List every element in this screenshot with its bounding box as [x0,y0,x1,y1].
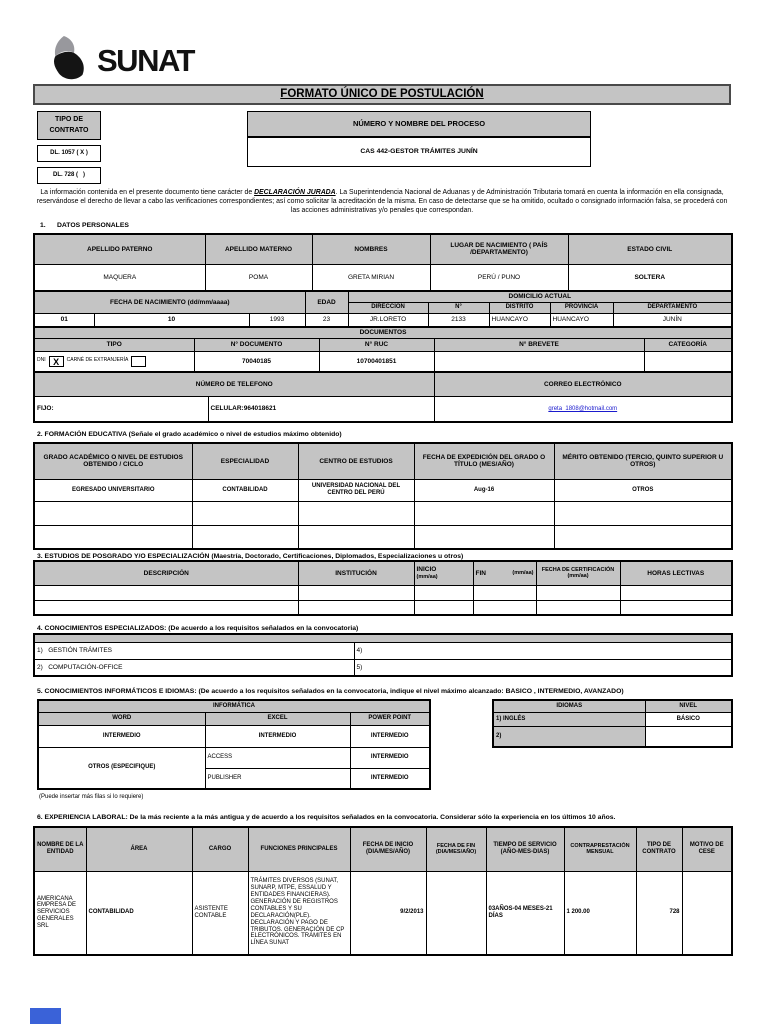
education-empty-cell [554,525,732,549]
header-documentos: DOCUMENTOS [34,327,732,338]
value-apellido-paterno: MAQUERA [34,264,205,291]
header-entidad: NOMBRE DE LA ENTIDAD [34,827,86,871]
value-provincia: HUANCAYO [550,313,613,327]
process-value: CAS 442-GESTOR TRÁMITES JUNÍN [247,137,591,167]
header-motivo-cese: MOTIVO DE CESE [682,827,732,871]
work-experience-table [33,826,733,956]
header-direccion: DIRECCIÓN [348,302,428,313]
value-num-documento: 70040185 [194,351,319,372]
education-empty-cell [298,525,414,549]
header-institucion: INSTITUCIÓN [298,561,414,585]
section1-label: 1. DATOS PERSONALES [40,222,129,229]
value-nivel-2 [645,726,732,747]
process-box [247,111,591,167]
header-horas-lectivas: HORAS LECTIVAS [620,561,732,585]
value-direccion: JR.LORETO [348,313,428,327]
value-access-level: INTERMEDIO [350,747,430,768]
value-estado-civil: SOLTERA [568,264,732,291]
education-empty-cell [192,501,298,525]
postgrad-empty-cell [536,585,620,600]
header-provincia: PROVINCIA [550,302,613,313]
value-publisher-label: PUBLISHER [205,768,350,789]
documents-table [33,326,733,373]
header-inicio-unit: (mm/aa) [416,574,438,581]
header-inicio [414,561,473,585]
value-excel-level: INTERMEDIO [205,725,350,747]
value-access-label: ACCESS [205,747,350,768]
header-centro-estudios: CENTRO DE ESTUDIOS [298,443,414,479]
value-fecha-inicio: 9/2/2013 [350,871,426,955]
header-especialidad: ESPECIALIDAD [192,443,298,479]
postgrad-empty-cell [298,585,414,600]
value-num-ruc: 10700401851 [319,351,434,372]
insert-rows-note: (Puede insertar más filas si lo requiere) [39,794,144,800]
value-powerpoint-level: INTERMEDIO [350,725,430,747]
carne-checkbox[interactable] [131,356,146,367]
section3-label: 3. ESTUDIOS DE POSGRADO Y/O ESPECIALIZACIÓN (Maestría, Doctorado, Certificaciones, Diplomados, Especializaciones u otros) [37,553,464,560]
value-nacimiento-anio: 1993 [249,313,305,327]
value-motivo-cese [682,871,732,955]
next-page-edge [30,1008,61,1024]
informatics-title: INFORMÁTICA [38,700,430,712]
header-apellido-paterno: APELLIDO PATERNO [34,234,205,264]
header-categoria: CATEGORÍA [644,338,732,351]
header-cargo: CARGO [192,827,248,871]
header-excel: EXCEL [205,712,350,725]
email-link[interactable]: greta_1808@hotmail.com [548,405,618,412]
header-word: WORD [38,712,205,725]
value-apellido-materno: POMA [205,264,312,291]
header-merito: MÉRITO OBTENIDO (TERCIO, QUINTO SUPERIOR U OTROS) [554,443,732,479]
contract-type-box [37,111,101,184]
value-especialidad: CONTABILIDAD [192,479,298,501]
header-departamento: DEPARTAMENTO [613,302,732,313]
postgrad-empty-cell [473,600,536,615]
header-num-ruc: N° RUC [319,338,434,351]
informatics-table [37,699,431,790]
value-telefono-fijo: FIJO: [34,396,208,422]
header-idiomas: IDIOMAS [493,700,645,712]
header-numero: N° [428,302,489,313]
section5-label: 5. CONOCIMIENTOS INFORMÁTICOS E IDIOMAS: (De acuerdo a los requisitos señalados en la convocatoria, indique el nivel máximo alcanzado: BASICO , INTERMEDIO, AVANZADO) [37,688,624,695]
value-departamento: JUNÍN [613,313,732,327]
header-estado-civil: ESTADO CIVIL [568,234,732,264]
header-funciones: FUNCIONES PRINCIPALES [248,827,350,871]
specialized-item-4: 4) [354,642,732,659]
postgrad-empty-cell [620,585,732,600]
specialized-knowledge-table [33,633,733,677]
postgrad-empty-cell [414,600,473,615]
value-publisher-level: INTERMEDIO [350,768,430,789]
header-tiempo-servicio: TIEMPO DE SERVICIO (AÑO-MES-DIAS) [486,827,564,871]
value-contraprestacion: 1 200.00 [564,871,636,955]
cell-tipo-documento [34,351,194,372]
header-apellido-materno: APELLIDO MATERNO [205,234,312,264]
declaration-paragraph [36,188,728,215]
value-fecha-fin [426,871,486,955]
header-tipo-documento: TIPO [34,338,194,351]
header-tipo-contrato: TIPO DE CONTRATO [636,827,682,871]
value-idioma-1: 1) INGLÉS [493,712,645,726]
contract-option-dl728[interactable]: DL. 728 ( ) [37,167,101,184]
sunat-logo [52,34,194,87]
postgrad-empty-cell [34,585,298,600]
personal-data-tables [33,233,733,423]
value-centro-estudios: UNIVERSIDAD NACIONAL DEL CENTRO DEL PERÚ [298,479,414,501]
header-nombres: NOMBRES [312,234,430,264]
header-fin-label: FIN [475,569,486,577]
postgrad-empty-cell [414,585,473,600]
declaration-post: . La Superintendencia Nacional de Aduanas y de Administración Tributaria tomará en cuenta la información en ella consignada, reservándose el derecho de llevar a cabo las verificaciones correspondientes; así como solicitar la acreditación de la misma. En caso de detectarse que se ha omitido, ocultado o consignado información falsa, se procederá con las acciones administrativas y/o penales que correspondan. [36,189,728,215]
education-empty-cell [34,501,192,525]
value-cargo: ASISTENTE CONTABLE [192,871,248,955]
header-nivel: NIVEL [645,700,732,712]
postgrad-empty-cell [620,600,732,615]
value-idioma-2: 2) [493,726,645,747]
value-nacimiento-dia: 01 [34,313,94,327]
postgrad-empty-cell [536,600,620,615]
education-empty-cell [414,501,554,525]
header-contraprestacion: CONTRAPRESTACIÓN MENSUAL [564,827,636,871]
postgrad-empty-cell [34,600,298,615]
declaration-pre: La información contenida en el presente documento tiene carácter de [40,189,255,196]
value-word-level: INTERMEDIO [38,725,205,747]
specialized-item-5: 5) [354,659,732,676]
value-num-brevete [434,351,644,372]
value-funciones: TRÁMITES DIVERSOS (SUNAT, SUNARP, MTPE, ESSALUD Y ENTIDADES FINANCIERAS). GENERACIÓN DE REGISTROS CONTABLES Y SU DECLARACIÓN(PLE). DECLARACIÓN Y PAGO DE TRIBUTOS. GENERACIÓN DE CP ELECTRÓNICOS. TRÁMITES EN LÍNEA SUNAT [248,871,350,955]
postgrad-empty-cell [298,600,414,615]
process-header: NÚMERO Y NOMBRE DEL PROCESO [247,111,591,137]
value-numero: 2133 [428,313,489,327]
sunat-logo-icon [52,34,96,87]
value-categoria [644,351,732,372]
header-descripcion: DESCRIPCIÓN [34,561,298,585]
specialized-item-1: 1) GESTIÓN TRÁMITES [34,642,354,659]
header-inicio-label: INICIO [416,565,437,573]
education-empty-cell [34,525,192,549]
value-grado: EGRESADO UNIVERSITARIO [34,479,192,501]
value-nacimiento-mes: 10 [94,313,249,327]
value-tiempo-servicio: 03AÑOS-04 MESES-21 DÍAS [486,871,564,955]
form-title: FORMATO ÚNICO DE POSTULACIÓN [33,84,731,105]
value-merito: OTROS [554,479,732,501]
header-fecha-nacimiento: FECHA DE NACIMIENTO (dd/mm/aaaa) [34,291,305,313]
header-edad: EDAD [305,291,348,313]
value-nombres: GRETA MIRIAN [312,264,430,291]
header-num-documento: N° DOCUMENTO [194,338,319,351]
contract-type-header: TIPO DE CONTRATO [37,111,101,140]
header-fin [473,561,536,585]
value-telefono-celular: CELULAR:964018621 [208,396,434,422]
postgraduate-table [33,560,733,616]
header-fecha-fin: FECHA DE FIN (DIA/MES/AÑO) [426,827,486,871]
education-table [33,442,733,550]
header-certificacion: FECHA DE CERTIFICACIÓN (mm/aa) [536,561,620,585]
cell-correo [434,396,732,422]
specialized-item-2: 2) COMPUTACIÓN-OFFICE [34,659,354,676]
header-lugar-nacimiento: LUGAR DE NACIMIENTO ( PAÍS /DEPARTAMENTO) [430,234,568,264]
education-empty-cell [414,525,554,549]
value-fecha-expedicion: Aug-16 [414,479,554,501]
postgrad-empty-cell [473,585,536,600]
section6-label: 6. EXPERIENCIA LABORAL: De la más reciente a la más antigua y de acuerdo a los requisitos señalados en la convocatoria. Considerar sólo la experiencia en los últimos 10 años. [37,814,616,821]
label-otros-especifique: OTROS (ESPECIFIQUE) [38,747,205,789]
sunat-logo-text: SUNAT [97,42,194,78]
header-grado: GRADO ACADÉMICO O NIVEL DE ESTUDIOS OBTENIDO / CICLO [34,443,192,479]
value-area: CONTABILIDAD [86,871,192,955]
education-empty-cell [298,501,414,525]
section4-label: 4. CONOCIMIENTOS ESPECIALIZADOS: (De acuerdo a los requisitos señalados en la convocatoria) [37,625,359,632]
birth-address-table [33,290,733,328]
declaration-emphasis: DECLARACIÓN JURADA [254,189,336,196]
carne-extranjeria-label: CARNÉ DE EXTRANJERÍA [66,357,129,364]
value-nivel-1: BÁSICO [645,712,732,726]
section2-label: 2. FORMACIÓN EDUCATIVA (Señale el grado académico o nivel de estudios máximo obtenido) [37,431,342,438]
personal-names-table [33,233,733,292]
dni-checkbox[interactable]: X [49,356,64,367]
header-area: ÁREA [86,827,192,871]
header-distrito: DISTRITO [489,302,550,313]
value-tipo-contrato: 728 [636,871,682,955]
contact-table [33,371,733,423]
education-empty-cell [554,501,732,525]
header-fecha-expedicion: FECHA DE EXPEDICIÓN DEL GRADO O TÍTULO (MES/AÑO) [414,443,554,479]
header-fin-unit: (mm/aa) [512,569,534,576]
header-powerpoint: POWER POINT [350,712,430,725]
value-distrito: HUANCAYO [489,313,550,327]
header-fecha-inicio: FECHA DE INICIO (DIA/MES/AÑO) [350,827,426,871]
header-domicilio: DOMICILIO ACTUAL [348,291,732,302]
header-num-brevete: N° BREVETE [434,338,644,351]
value-edad: 23 [305,313,348,327]
specialized-header-bar [34,634,732,642]
value-lugar-nacimiento: PERÚ / PUNO [430,264,568,291]
dni-label: DNI [37,357,46,364]
education-empty-cell [192,525,298,549]
header-telefono: NÚMERO DE TELEFONO [34,372,434,396]
contract-option-dl1057[interactable]: DL. 1057 ( X ) [37,145,101,162]
languages-table [492,699,733,748]
header-correo: CORREO ELECTRÓNICO [434,372,732,396]
value-entidad: AMERICANA EMPRESA DE SERVICIOS GENERALES SRL [34,871,86,955]
